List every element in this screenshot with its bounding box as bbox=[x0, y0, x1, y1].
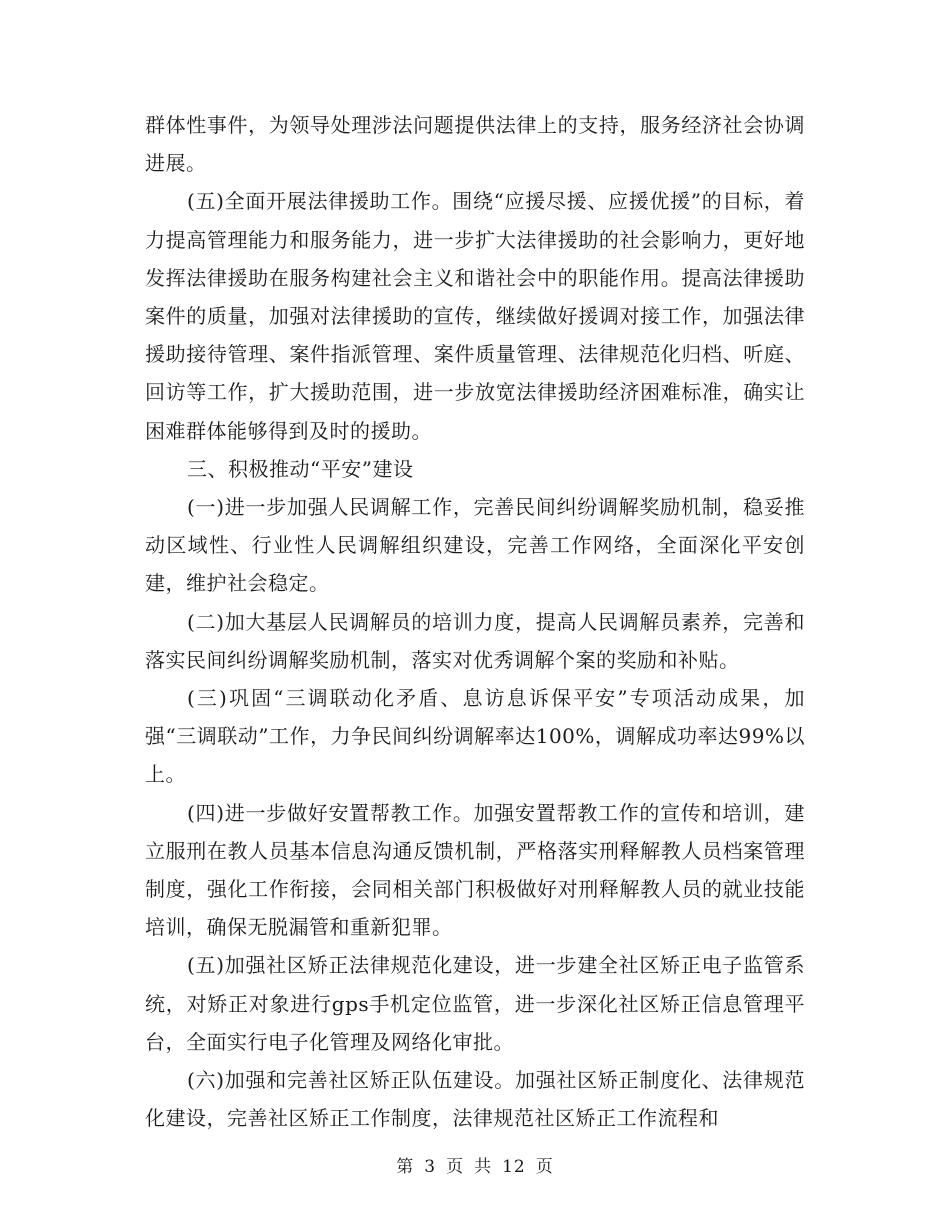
footer-page-unit: 页 bbox=[446, 1157, 465, 1177]
document-body bbox=[145, 106, 805, 1137]
page-footer bbox=[0, 1152, 950, 1177]
paragraph-resettlement: (四)进一步做好安置帮教工作。加强安置帮教工作的宣传和培训，建立服刑在教人员基本信息沟通反馈机制，严格落实刑释解教人员档案管理制度，强化工作衔接，会同相关部门积极做好对刑释解教人员的就业技能培训，确保无脱漏管和重新犯罪。 bbox=[145, 800, 805, 940]
section-heading-safety: 三、积极推动“平安”建设 bbox=[187, 456, 414, 481]
paragraph-community-correction: (五)加强社区矫正法律规范化建设，进一步建全社区矫正电子监管系统，对矫正对象进行gps手机定位监管，进一步深化社区矫正信息管理平台，全面实行电子化管理及网络化审批。 bbox=[145, 953, 805, 1054]
footer-total-unit: 页 bbox=[535, 1157, 554, 1177]
paragraph-correction-team: (六)加强和完善社区矫正队伍建设。加强社区矫正制度化、法律规范化建设，完善社区矫正工作制度，法律规范社区矫正工作流程和 bbox=[145, 1068, 805, 1131]
paragraph-three-mediation: (三)巩固“三调联动化矛盾、息访息诉保平安”专项活动成果，加强“三调联动”工作，力争民间纠纷调解率达100%，调解成功率达99%以上。 bbox=[145, 686, 805, 787]
paragraph-legal-aid: (五)全面开展法律援助工作。围绕“应援尽援、应援优援”的目标，着力提高管理能力和服务能力，进一步扩大法律援助的社会影响力，更好地发挥法律援助在服务构建社会主义和谐社会中的职能作用。提高法律援助案件的质量，加强对法律援助的宣传，继续做好援调对接工作，加强法律援助接待管理、案件指派管理、案件质量管理、法律规范化归档、听庭、回访等工作，扩大援助范围，进一步放宽法律援助经济困难标准，确实让困难群体能够得到及时的援助。 bbox=[145, 189, 805, 443]
paragraph-continuation: 群体性事件，为领导处理涉法问题提供法律上的支持，服务经济社会协调进展。 bbox=[145, 113, 805, 176]
footer-total-pages: 12 bbox=[502, 1157, 526, 1177]
paragraph-mediator-training: (二)加大基层人民调解员的培训力度，提高人民调解员素养，完善和落实民间纠纷调解奖励机制，落实对优秀调解个案的奖励和补贴。 bbox=[145, 609, 805, 672]
paragraph-people-mediation: (一)进一步加强人民调解工作，完善民间纠纷调解奖励机制，稳妥推动区域性、行业性人民调解组织建设，完善工作网络，全面深化平安创建，维护社会稳定。 bbox=[145, 495, 805, 596]
footer-page-label: 第 bbox=[396, 1157, 415, 1177]
footer-total-label: 共 bbox=[474, 1157, 493, 1177]
footer-current-page: 3 bbox=[424, 1157, 437, 1177]
